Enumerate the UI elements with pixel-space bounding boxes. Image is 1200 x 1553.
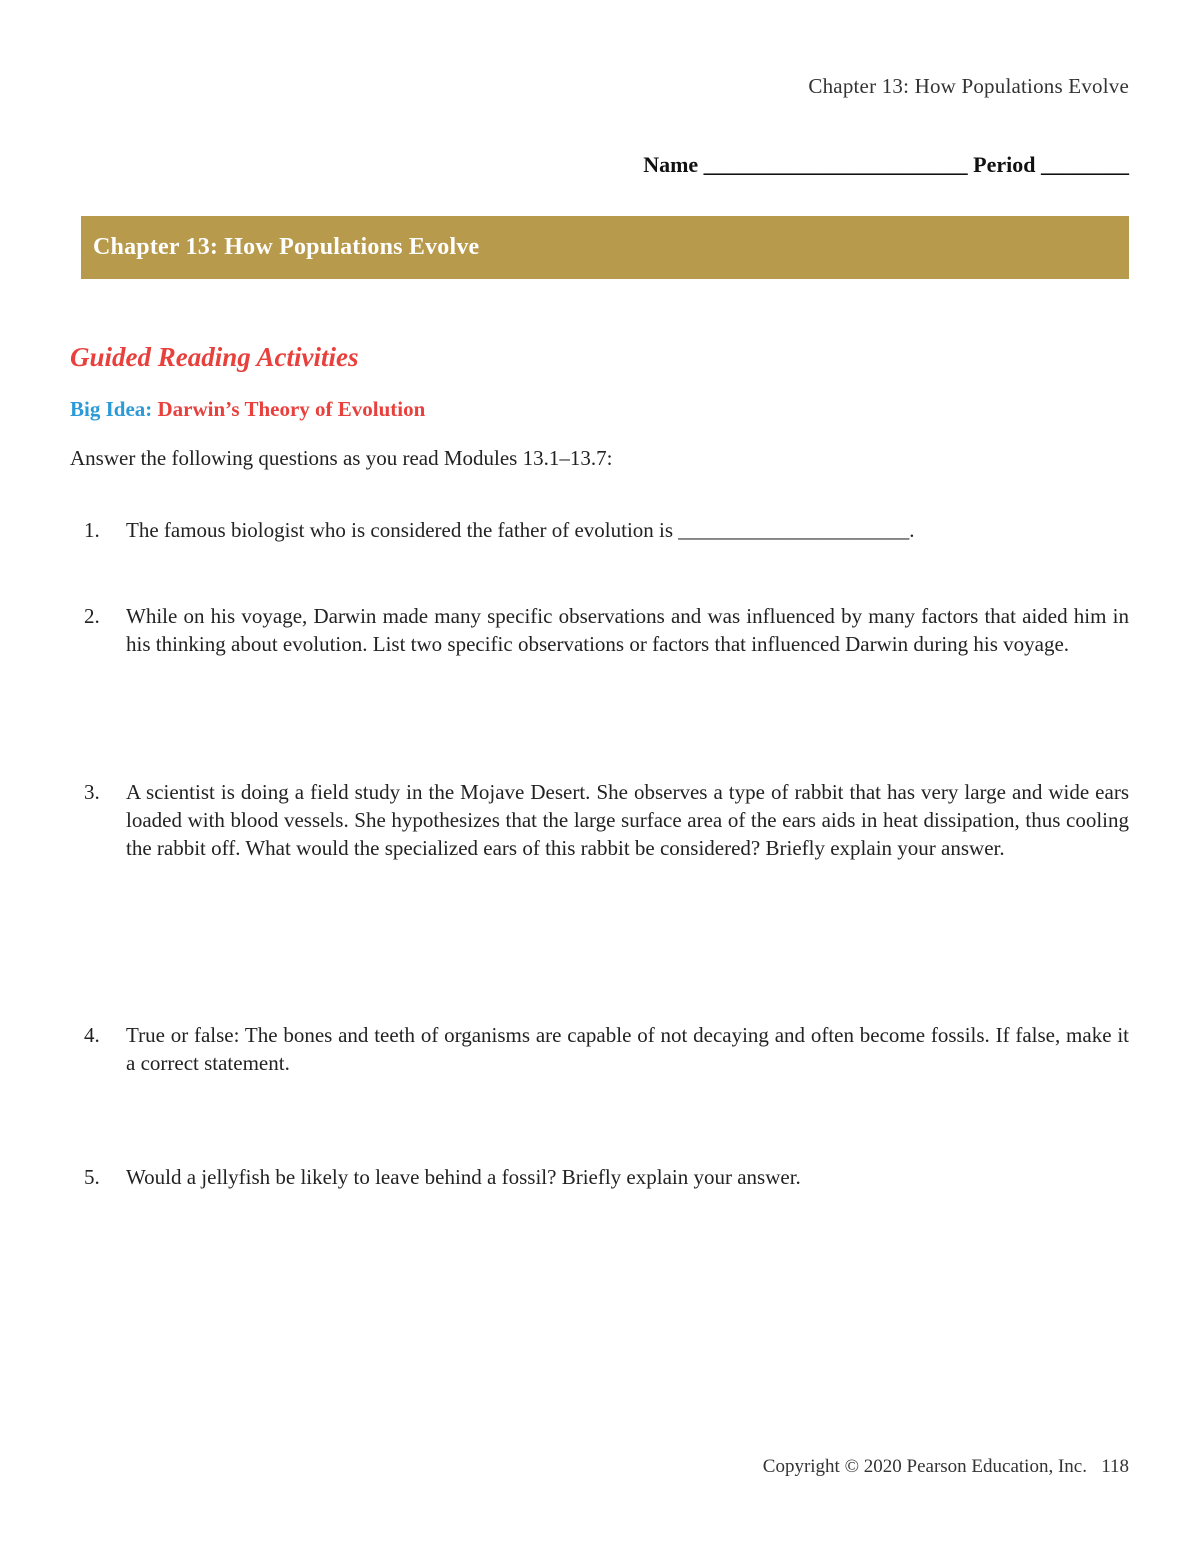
question-number: 2. — [84, 604, 100, 628]
name-label: Name — [643, 152, 699, 177]
big-idea — [70, 397, 425, 422]
question-item — [70, 1163, 1129, 1191]
page-number: 118 — [1101, 1456, 1129, 1477]
question-item — [70, 516, 1129, 544]
question-item — [70, 1021, 1129, 1077]
question-item — [70, 602, 1129, 658]
question-item — [70, 778, 1129, 862]
question-text: While on his voyage, Darwin made many specific observations and was influenced by many factors that aided him in his thinking about evolution. List two specific observations or factors that influenced Darwin during his voyage. — [126, 604, 1129, 656]
period-blank: ________ — [1041, 152, 1129, 177]
section-title: Guided Reading Activities — [70, 342, 359, 372]
running-header: Chapter 13: How Populations Evolve — [808, 74, 1129, 98]
big-idea-label: Big Idea: — [70, 397, 153, 421]
question-number: 4. — [84, 1023, 100, 1047]
chapter-banner-title: Chapter 13: How Populations Evolve — [93, 234, 480, 260]
name-period-line — [643, 152, 1129, 178]
copyright-text: Copyright © 2020 Pearson Education, Inc. — [762, 1456, 1087, 1477]
name-blank: ________________________ — [703, 152, 968, 177]
question-text: True or false: The bones and teeth of organisms are capable of not decaying and often become fossils. If false, make it a correct statement. — [126, 1023, 1129, 1075]
question-text: The famous biologist who is considered the father of evolution is ______________________. — [126, 518, 915, 542]
period-label: Period — [973, 152, 1036, 177]
question-number: 5. — [84, 1165, 100, 1189]
instructions: Answer the following questions as you read Modules 13.1–13.7: — [70, 446, 613, 470]
footer — [763, 1456, 1129, 1478]
question-number: 1. — [84, 518, 100, 542]
big-idea-topic: Darwin’s Theory of Evolution — [157, 397, 426, 421]
question-text: A scientist is doing a field study in the Mojave Desert. She observes a type of rabbit that has very large and wide ears loaded with blood vessels. She hypothesizes that the large surface area of the ears aids in heat dissipation, thus cooling the rabbit off. What would the specialized ears of this rabbit be considered? Briefly explain your answer. — [126, 780, 1129, 860]
question-text: Would a jellyfish be likely to leave behind a fossil? Briefly explain your answer. — [126, 1165, 801, 1189]
chapter-banner — [81, 216, 1129, 279]
question-number: 3. — [84, 780, 100, 804]
